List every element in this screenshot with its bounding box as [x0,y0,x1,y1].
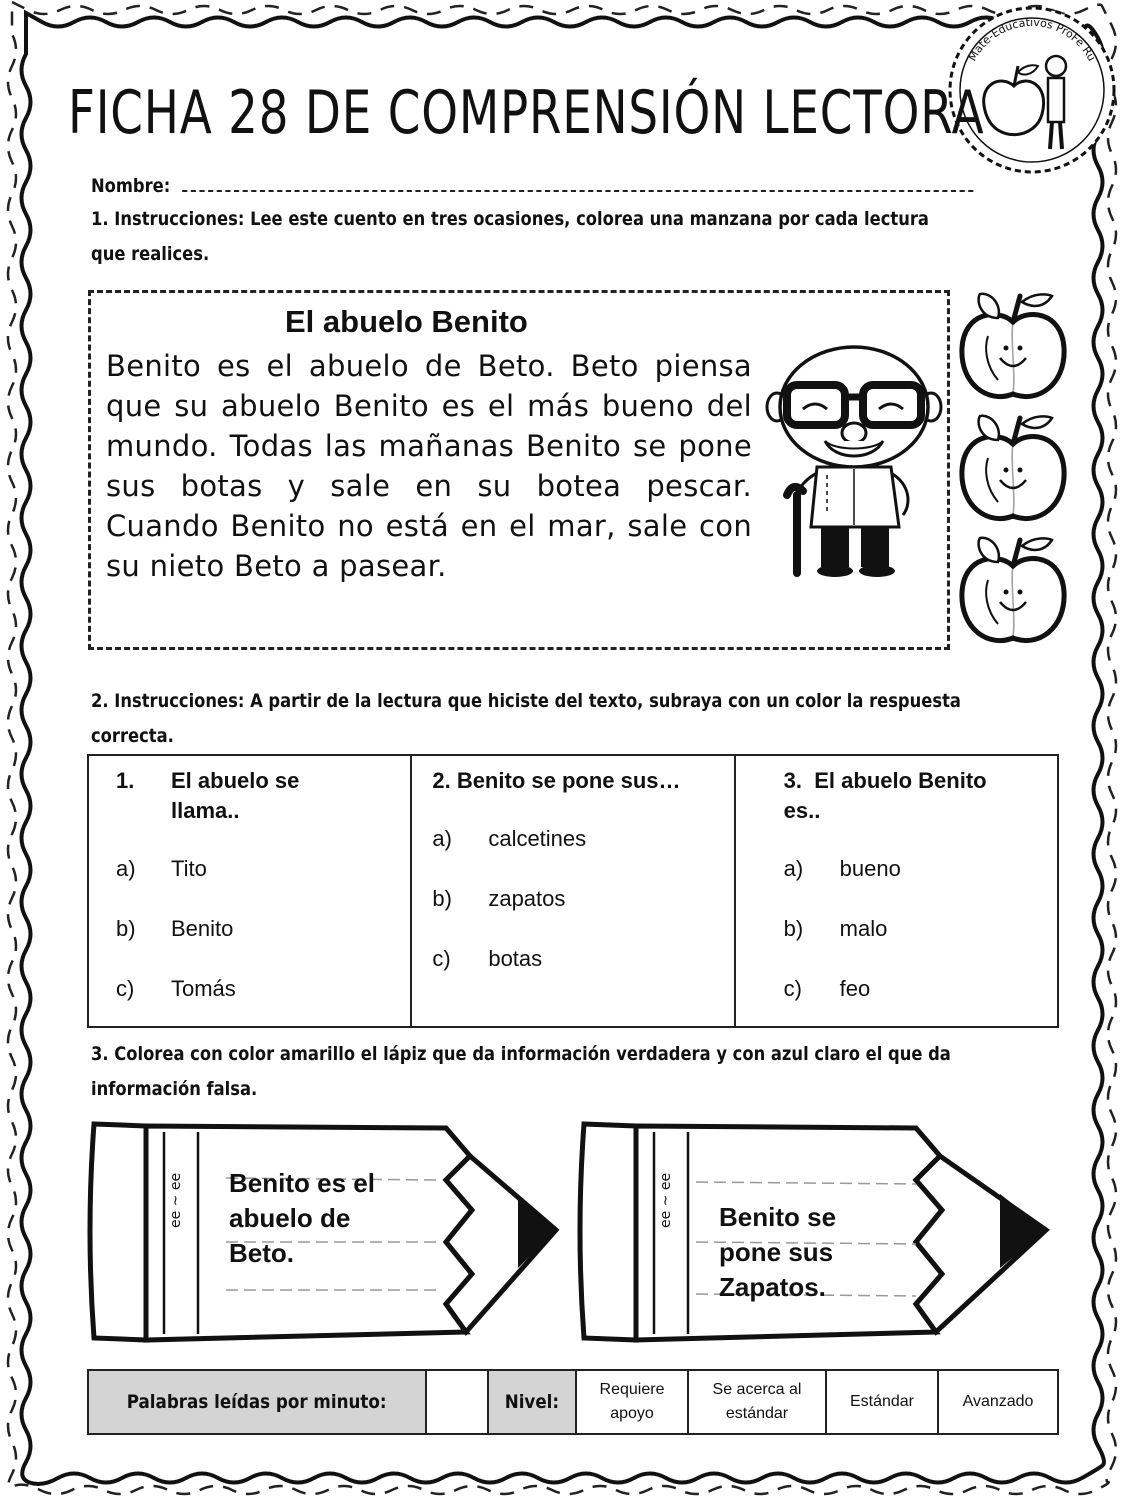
apple-3-icon[interactable] [958,532,1068,652]
page-title: FICHA 28 DE COMPRENSIÓN LECTORA [68,78,985,148]
apple-2-icon[interactable] [958,410,1068,530]
instructions-2-line2: correcta. [91,725,174,747]
level-requiere-apoyo[interactable]: Requiere apoyo [576,1370,688,1434]
question-2-header [432,766,680,796]
question-1-text-line1: El abuelo se [171,768,300,793]
question-2-option-a[interactable]: calcetines [488,826,587,851]
question-1-option-a[interactable]: Tito [171,856,207,881]
reading-score-table [87,1369,1059,1435]
pencil-2-line3: Zapatos. [719,1272,826,1302]
name-label: Nombre: [91,175,171,197]
pencil-1-line3: Beto. [229,1238,294,1268]
instructions-3-line1: 3. Colorea con color amarillo el lápiz que da información verdadera y con azul claro el que da [91,1043,951,1065]
question-3-option-c-letter: c) [783,976,802,1001]
pencil-2-line2: pone sus [719,1237,834,1267]
question-2-option-a-letter: a) [432,826,452,851]
instructions-2-line1: 2. Instrucciones: A partir de la lectura que hiciste del texto, subraya con un color la respuesta [91,690,961,712]
question-2-number: 2. [432,768,451,793]
question-1-option-c[interactable]: Tomás [171,976,236,1001]
grandfather-illustration [765,345,945,580]
question-1-number: 1. [116,768,135,793]
question-3-text-line2: es.. [783,798,821,823]
question-3-header [784,766,987,796]
question-3-option-a-letter: a) [783,856,804,881]
instructions-3-line2: información falsa. [91,1078,258,1100]
apple-1-icon[interactable] [958,288,1068,408]
question-3-cell [735,755,1058,1027]
pencil-2-line1: Benito se [719,1202,837,1232]
level-se-acerca[interactable]: Se acerca al estándar [688,1370,826,1434]
words-per-minute-field[interactable] [426,1370,488,1434]
question-1-cell [88,755,411,1027]
question-2-option-c[interactable]: botas [488,946,543,971]
story-title: El abuelo Benito [285,304,528,339]
question-1-text-line2: llama.. [171,798,240,823]
question-2-text-line1: Benito se pone sus… [456,768,681,793]
svg-text:ee ~ ee: ee ~ ee [168,1172,184,1228]
question-3-option-b-letter: b) [783,916,804,941]
level-avanzado[interactable]: Avanzado [938,1370,1058,1434]
pencil-2-text [719,1200,836,1305]
pencil-1-text [229,1166,375,1271]
question-3-text-line1: El abuelo Benito [814,768,987,793]
story-text: Benito es el abuelo de Beto. Beto piensa que su abuelo Benito es el más bueno del mundo. Todas las mañanas Benito se pone sus botas y sale en su botea pescar. Cuando Benito no está en el mar, sale con su nieto Beto a pasear. [106,349,752,583]
questions-table [87,754,1059,1028]
instructions-1-line1: 1. Instrucciones: Lee este cuento en tres ocasiones, colorea una manzana por cada lectura [91,208,929,230]
question-1-option-b-letter: b) [116,916,136,941]
svg-text:ee ~ ee: ee ~ ee [658,1172,674,1228]
pencil-1-line1: Benito es el [229,1168,375,1198]
question-3-option-b[interactable]: malo [839,916,888,941]
instructions-1-line2: que realices. [91,243,210,265]
question-2-option-b[interactable]: zapatos [488,886,566,911]
question-2-option-b-letter: b) [432,886,452,911]
question-1-option-a-letter: a) [116,856,136,881]
level-estandar[interactable]: Estándar [826,1370,938,1434]
name-field-line[interactable] [182,174,973,192]
question-1-option-c-letter: c) [116,976,135,1001]
question-1-option-b[interactable]: Benito [171,916,234,941]
pencil-1-line2: abuelo de [229,1203,351,1233]
question-3-option-a[interactable]: bueno [839,856,901,881]
svg-text:Mate-Educativos ProFe Ru: Mate-Educativos ProFe Ru [965,15,1099,64]
words-per-minute-label: Palabras leídas por minuto: [88,1370,426,1434]
name-label-row [91,174,974,197]
question-2-option-c-letter: c) [432,946,451,971]
level-label: Nivel: [488,1370,576,1434]
question-3-option-c[interactable]: feo [839,976,871,1001]
question-2-cell [411,755,734,1027]
question-3-number: 3. [783,768,803,793]
